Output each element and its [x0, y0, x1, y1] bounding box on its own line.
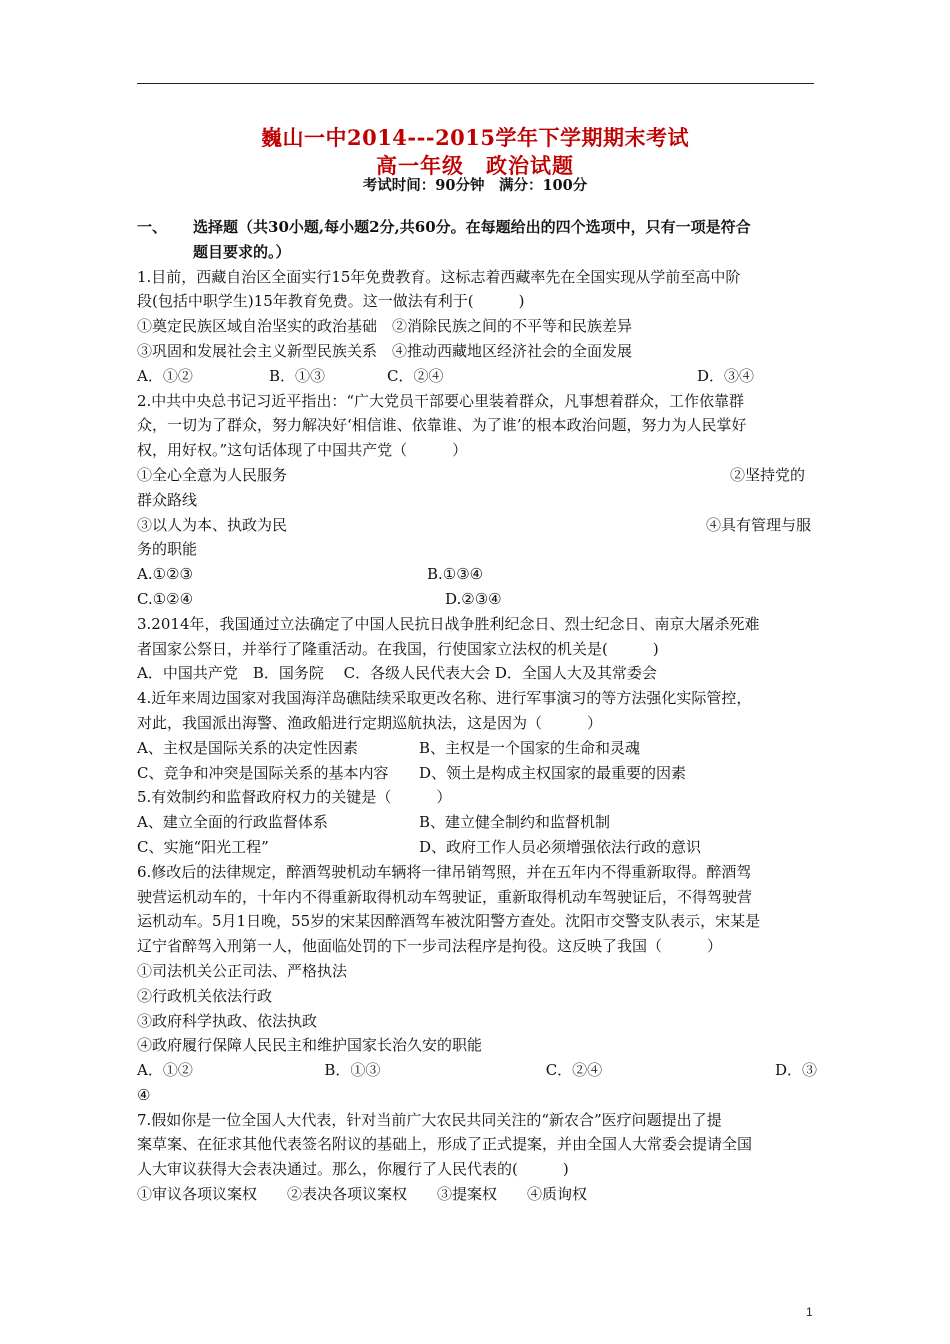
choice-a: A、建立全面的行政监督体系: [137, 813, 328, 832]
question-stem: 辽宁省醉驾入刑第一人，他面临处罚的下一步司法程序是拘役。这反映了我国（ ）: [137, 937, 723, 956]
option-line: ③巩固和发展社会主义新型民族关系 ④推动西藏地区经济社会的全面发展: [137, 341, 633, 360]
choice-c: C、竞争和冲突是国际关系的基本内容: [137, 763, 389, 782]
answer-choices: [137, 810, 817, 835]
choice-c: C．②④: [387, 366, 444, 385]
choice-c: C、实施“阳光工程”: [137, 837, 269, 856]
question-3: [137, 612, 817, 686]
question-stem: 运机动车。5月1日晚，55岁的宋某因醉酒驾车被沈阳警方查处。沈阳市交警支队表示，宋某是: [137, 912, 761, 931]
question-stem: 2.中共中央总书记习近平指出：“广大党员干部要心里装着群众，凡事想着群众，工作依靠群: [137, 391, 744, 410]
exam-title: 巍山一中2014---2015学年下学期期末考试: [260, 125, 690, 150]
answer-choices: [137, 736, 817, 761]
question-7: [137, 1108, 817, 1207]
section-instructions: 选择题（共30小题,每小题2分,共60分。在每题给出的四个选项中，只有一项是符合 题目要求的。）: [193, 218, 751, 261]
choice-a: A．①②: [137, 1061, 193, 1080]
question-stem: 1.目前，西藏自治区全面实行15年免费教育。这标志着西藏率先在全国实现从学前至高中阶: [137, 267, 741, 286]
question-stem: 者国家公祭日，并举行了隆重活动。在我国，行使国家立法权的机关是( ): [137, 639, 659, 658]
choice-b: B.①③④: [427, 565, 484, 584]
page-number: 1: [806, 1305, 813, 1319]
question-stem: 4.近年来周边国家对我国海洋岛礁陆续采取更改名称、进行军事演习的等方法强化实际管控，: [137, 689, 752, 708]
option-line: ④政府履行保障人民民主和维护国家长治久安的职能: [137, 1036, 483, 1055]
option-line: ①全心全意为人民服务 ②坚持党的: [137, 465, 805, 484]
question-1: [137, 265, 817, 389]
question-stem: 驶营运机动车的，十年内不得重新取得机动车驾驶证，重新取得机动车驾驶证后，不得驾驶营: [137, 887, 753, 906]
question-stem: 众，一切为了群众，努力解决好‘相信谁、依靠谁、为了谁’的根本政治问题，努力为人民掌好: [137, 416, 747, 435]
choice-b: B．①③: [269, 366, 326, 385]
question-stem: 6.修改后的法律规定，醉酒驾驶机动车辆将一律吊销驾照，并在五年内不得重新取得。醉酒驾: [137, 862, 752, 881]
option-line: ①审议各项议案权 ②表决各项议案权 ③提案权 ④质询权: [137, 1185, 588, 1204]
question-body: [137, 215, 817, 1207]
question-stem: 段(包括中职学生)15年教育免费。这一做法有利于( ): [137, 292, 525, 311]
choice-a: A．①②: [137, 366, 193, 385]
question-stem: 7.假如你是一位全国人大代表，针对当前广大农民共同关注的“新农合”医疗问题提出了提: [137, 1110, 722, 1129]
option-line: ③政府科学执政、依法执政: [137, 1011, 318, 1030]
option-line: ②行政机关依法行政: [137, 986, 273, 1005]
answer-choices: [137, 587, 817, 612]
choice-d: D.②③④: [445, 589, 502, 608]
choice-d: D．③④: [697, 366, 755, 385]
question-6: [137, 860, 817, 1108]
answer-choices: A．中国共产党 B．国务院 C．各级人民代表大会 D．全国人大及其常委会: [137, 664, 657, 683]
choice-b: B．①③: [324, 1061, 381, 1080]
question-2: [137, 389, 817, 612]
question-stem: 对此，我国派出海警、渔政船进行定期巡航执法，这是因为（ ）: [137, 713, 603, 732]
choice-b: B、建立健全制约和监督机制: [419, 813, 611, 832]
choice-b: B、主权是一个国家的生命和灵魂: [419, 738, 641, 757]
option-line: ③以人为本、执政为民 ④具有管理与服: [137, 515, 811, 534]
header-rule: [137, 83, 814, 84]
choice-c: C．②④: [545, 1061, 603, 1080]
question-stem: 权，用好权。”这句话体现了中国共产党（ ）: [137, 441, 468, 460]
section-heading: [137, 215, 817, 265]
question-4: [137, 686, 817, 785]
section-number: 一、: [137, 218, 168, 236]
question-stem: 5.有效制约和监督政府权力的关键是（ ）: [137, 788, 452, 807]
choice-a: A、主权是国际关系的决定性因素: [137, 738, 358, 757]
question-stem: 案草案、在征求其他代表签名附议的基础上，形成了正式提案，并由全国人大常委会提请全国: [137, 1135, 753, 1154]
answer-choices: [137, 761, 817, 786]
option-line: ①司法机关公正司法、严格执法: [137, 961, 348, 980]
exam-subtitle: 高一年级 政治试题: [376, 153, 574, 178]
choice-d: D、领土是构成主权国家的最重要的因素: [419, 763, 687, 782]
option-line: 群众路线: [137, 490, 198, 509]
choice-d-continued: ④: [137, 1085, 151, 1104]
exam-info: 考试时间：90分钟 满分：100分: [362, 177, 588, 194]
choice-a: A.①②③: [137, 565, 193, 584]
choice-d: D．③: [774, 1061, 817, 1080]
question-stem: 3.2014年，我国通过立法确定了中国人民抗日战争胜利纪念日、烈士纪念日、南京大屠杀死难: [137, 614, 760, 633]
question-stem: 人大审议获得大会表决通过。那么，你履行了人民代表的( ): [137, 1160, 569, 1179]
answer-choices: [137, 835, 817, 860]
answer-choices: [137, 1058, 817, 1083]
answer-choices: [137, 364, 817, 389]
choice-c: C.①②④: [137, 589, 194, 608]
answer-choices: [137, 562, 817, 587]
option-line: 务的职能: [137, 540, 198, 559]
question-5: [137, 785, 817, 859]
choice-d: D、政府工作人员必须增强依法行政的意识: [419, 837, 702, 856]
option-line: ①奠定民族区域自治坚实的政治基础 ②消除民族之间的不平等和民族差异: [137, 317, 633, 336]
